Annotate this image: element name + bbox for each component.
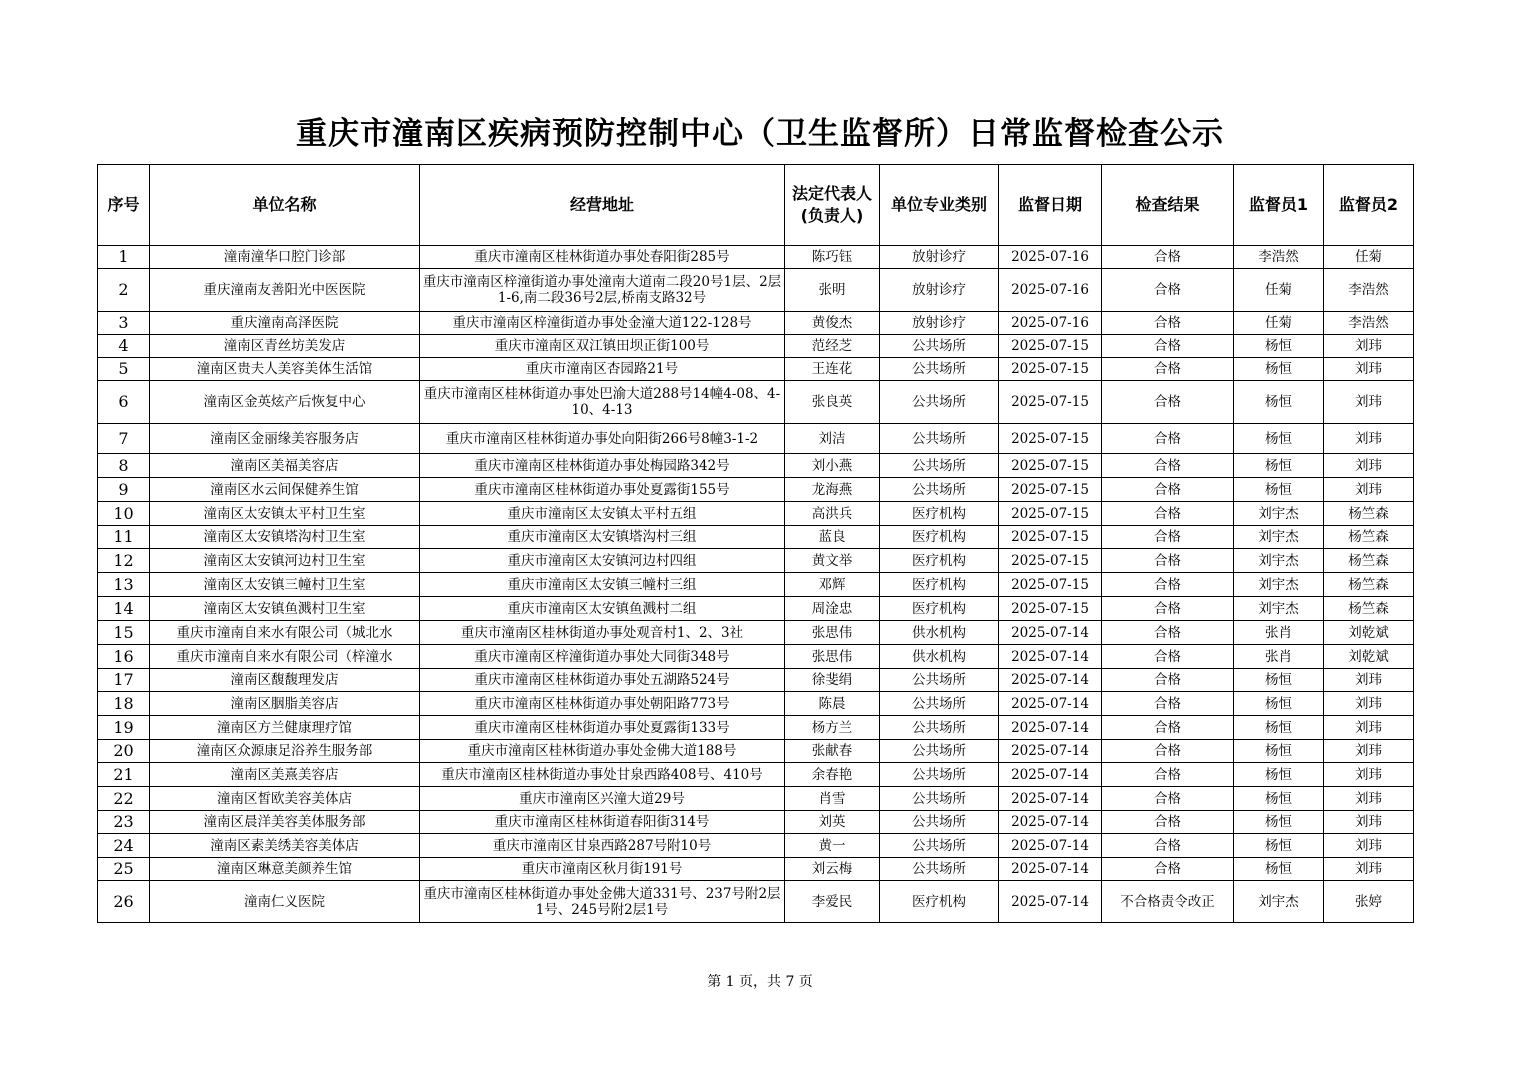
cell-result: 合格: [1102, 763, 1234, 787]
cell-index: 19: [98, 716, 150, 740]
cell-inspector-1: 张肖: [1234, 621, 1324, 645]
header-index: 序号: [98, 165, 150, 246]
cell-address: 重庆市潼南区梓潼街道办事处金潼大道122-128号: [420, 312, 785, 335]
cell-date: 2025-07-16: [999, 246, 1102, 269]
cell-category: 公共场所: [880, 740, 999, 763]
cell-inspector-2: 杨竺森: [1324, 526, 1414, 549]
cell-legal-rep: 张思伟: [785, 621, 880, 645]
table-row: [98, 526, 1414, 549]
cell-unit-name: 潼南区金丽缘美容服务店: [150, 424, 420, 454]
table-row: [98, 269, 1414, 312]
cell-date: 2025-07-15: [999, 478, 1102, 502]
cell-category: 放射诊疗: [880, 269, 999, 312]
cell-legal-rep: 周淦忠: [785, 597, 880, 621]
cell-address: 重庆市潼南区梓潼街道办事处大同街348号: [420, 645, 785, 669]
cell-index: 21: [98, 763, 150, 787]
cell-date: 2025-07-15: [999, 526, 1102, 549]
cell-category: 公共场所: [880, 381, 999, 424]
cell-legal-rep: 黄一: [785, 834, 880, 858]
cell-inspector-2: 刘乾斌: [1324, 621, 1414, 645]
cell-address: 重庆市潼南区梓潼街道办事处潼南大道南二段20号1层、2层1-6,南二段36号2层,桥南支路32号: [420, 269, 785, 312]
cell-legal-rep: 刘英: [785, 811, 880, 834]
cell-inspector-2: 刘乾斌: [1324, 645, 1414, 669]
cell-legal-rep: 李爱民: [785, 881, 880, 923]
cell-category: 医疗机构: [880, 526, 999, 549]
table-row: [98, 621, 1414, 645]
cell-date: 2025-07-14: [999, 787, 1102, 811]
cell-address: 重庆市潼南区太安镇太平村五组: [420, 502, 785, 526]
cell-address: 重庆市潼南区桂林街道办事处甘泉西路408号、410号: [420, 763, 785, 787]
cell-result: 合格: [1102, 358, 1234, 381]
cell-inspector-1: 任菊: [1234, 312, 1324, 335]
table-row: [98, 549, 1414, 573]
cell-legal-rep: 余春艳: [785, 763, 880, 787]
cell-unit-name: 潼南区琳意美颜养生馆: [150, 858, 420, 881]
cell-inspector-1: 杨恒: [1234, 834, 1324, 858]
table-header-row: [98, 165, 1414, 246]
cell-legal-rep: 王连花: [785, 358, 880, 381]
cell-inspector-2: 刘玮: [1324, 424, 1414, 454]
cell-result: 合格: [1102, 573, 1234, 597]
cell-inspector-2: 刘玮: [1324, 787, 1414, 811]
cell-index: 3: [98, 312, 150, 335]
cell-result: 合格: [1102, 246, 1234, 269]
cell-legal-rep: 张良英: [785, 381, 880, 424]
cell-index: 17: [98, 669, 150, 692]
cell-inspector-1: 杨恒: [1234, 740, 1324, 763]
cell-address: 重庆市潼南区桂林街道办事处巴渝大道288号14幢4-08、4-10、4-13: [420, 381, 785, 424]
cell-inspector-2: 刘玮: [1324, 669, 1414, 692]
cell-unit-name: 潼南区素美绣美容美体店: [150, 834, 420, 858]
cell-inspector-2: 刘玮: [1324, 763, 1414, 787]
cell-category: 公共场所: [880, 454, 999, 478]
cell-index: 26: [98, 881, 150, 923]
cell-inspector-1: 杨恒: [1234, 692, 1324, 716]
cell-inspector-1: 刘宇杰: [1234, 573, 1324, 597]
cell-category: 医疗机构: [880, 881, 999, 923]
table-row: [98, 645, 1414, 669]
cell-inspector-1: 杨恒: [1234, 358, 1324, 381]
cell-legal-rep: 刘小燕: [785, 454, 880, 478]
cell-unit-name: 潼南区贵夫人美容美体生活馆: [150, 358, 420, 381]
cell-date: 2025-07-14: [999, 740, 1102, 763]
cell-address: 重庆市潼南区兴潼大道29号: [420, 787, 785, 811]
cell-inspector-2: 刘玮: [1324, 335, 1414, 358]
cell-inspector-1: 刘宇杰: [1234, 502, 1324, 526]
cell-address: 重庆市潼南区秋月街191号: [420, 858, 785, 881]
cell-inspector-2: 李浩然: [1324, 312, 1414, 335]
cell-unit-name: 潼南区方兰健康理疗馆: [150, 716, 420, 740]
cell-inspector-1: 杨恒: [1234, 478, 1324, 502]
table-row: [98, 454, 1414, 478]
cell-date: 2025-07-15: [999, 597, 1102, 621]
cell-result: 合格: [1102, 478, 1234, 502]
cell-index: 15: [98, 621, 150, 645]
header-address: 经营地址: [420, 165, 785, 246]
cell-index: 25: [98, 858, 150, 881]
cell-inspector-2: 杨竺森: [1324, 573, 1414, 597]
cell-legal-rep: 张明: [785, 269, 880, 312]
cell-inspector-1: 杨恒: [1234, 787, 1324, 811]
table-body: [98, 246, 1414, 923]
cell-legal-rep: 黄文举: [785, 549, 880, 573]
cell-category: 公共场所: [880, 763, 999, 787]
cell-index: 13: [98, 573, 150, 597]
cell-index: 1: [98, 246, 150, 269]
cell-result: 合格: [1102, 811, 1234, 834]
cell-address: 重庆市潼南区桂林街道办事处梅园路342号: [420, 454, 785, 478]
cell-date: 2025-07-14: [999, 811, 1102, 834]
table-row: [98, 597, 1414, 621]
cell-inspector-1: 杨恒: [1234, 424, 1324, 454]
cell-index: 9: [98, 478, 150, 502]
cell-result: 合格: [1102, 716, 1234, 740]
cell-inspector-1: 刘宇杰: [1234, 881, 1324, 923]
cell-date: 2025-07-14: [999, 716, 1102, 740]
cell-inspector-1: 任菊: [1234, 269, 1324, 312]
cell-address: 重庆市潼南区桂林街道办事处金佛大道331号、237号附2层1号、245号附2层1号: [420, 881, 785, 923]
cell-category: 供水机构: [880, 621, 999, 645]
cell-result: 合格: [1102, 424, 1234, 454]
table-row: [98, 834, 1414, 858]
header-unit-name: 单位名称: [150, 165, 420, 246]
cell-index: 8: [98, 454, 150, 478]
header-legal-rep: 法定代表人(负责人): [785, 165, 880, 246]
cell-result: 合格: [1102, 597, 1234, 621]
header-inspector-2: 监督员2: [1324, 165, 1414, 246]
cell-address: 重庆市潼南区桂林街道办事处夏露街133号: [420, 716, 785, 740]
cell-inspector-1: 杨恒: [1234, 669, 1324, 692]
cell-date: 2025-07-14: [999, 669, 1102, 692]
cell-inspector-1: 杨恒: [1234, 454, 1324, 478]
cell-inspector-2: 刘玮: [1324, 454, 1414, 478]
cell-category: 医疗机构: [880, 502, 999, 526]
cell-category: 公共场所: [880, 478, 999, 502]
table-row: [98, 716, 1414, 740]
cell-index: 14: [98, 597, 150, 621]
cell-inspector-2: 杨竺森: [1324, 549, 1414, 573]
cell-category: 公共场所: [880, 858, 999, 881]
cell-inspector-1: 李浩然: [1234, 246, 1324, 269]
cell-inspector-2: 刘玮: [1324, 811, 1414, 834]
cell-inspector-2: 刘玮: [1324, 858, 1414, 881]
cell-category: 公共场所: [880, 335, 999, 358]
header-date: 监督日期: [999, 165, 1102, 246]
cell-index: 22: [98, 787, 150, 811]
cell-inspector-2: 刘玮: [1324, 358, 1414, 381]
cell-legal-rep: 刘洁: [785, 424, 880, 454]
cell-date: 2025-07-14: [999, 834, 1102, 858]
cell-category: 公共场所: [880, 716, 999, 740]
cell-inspector-1: 刘宇杰: [1234, 597, 1324, 621]
cell-result: 不合格责令改正: [1102, 881, 1234, 923]
cell-legal-rep: 蓝良: [785, 526, 880, 549]
cell-result: 合格: [1102, 834, 1234, 858]
cell-result: 合格: [1102, 269, 1234, 312]
cell-unit-name: 潼南仁义医院: [150, 881, 420, 923]
cell-inspector-2: 刘玮: [1324, 381, 1414, 424]
cell-unit-name: 潼南区美福美容店: [150, 454, 420, 478]
cell-category: 医疗机构: [880, 597, 999, 621]
table-row: [98, 478, 1414, 502]
cell-date: 2025-07-15: [999, 424, 1102, 454]
cell-legal-rep: 张献春: [785, 740, 880, 763]
page-footer: 第 1 页，共 7 页: [707, 974, 813, 990]
header-category: 单位专业类别: [880, 165, 999, 246]
table-row: [98, 740, 1414, 763]
cell-inspector-1: 刘宇杰: [1234, 549, 1324, 573]
cell-inspector-1: 杨恒: [1234, 763, 1324, 787]
cell-inspector-2: 张婷: [1324, 881, 1414, 923]
cell-result: 合格: [1102, 381, 1234, 424]
cell-inspector-2: 杨竺森: [1324, 502, 1414, 526]
cell-result: 合格: [1102, 335, 1234, 358]
cell-date: 2025-07-15: [999, 549, 1102, 573]
cell-category: 公共场所: [880, 692, 999, 716]
cell-inspector-2: 刘玮: [1324, 834, 1414, 858]
cell-date: 2025-07-14: [999, 763, 1102, 787]
cell-inspector-1: 杨恒: [1234, 335, 1324, 358]
table-row: [98, 335, 1414, 358]
cell-index: 24: [98, 834, 150, 858]
cell-category: 医疗机构: [880, 573, 999, 597]
cell-date: 2025-07-15: [999, 454, 1102, 478]
cell-legal-rep: 邓辉: [785, 573, 880, 597]
cell-result: 合格: [1102, 740, 1234, 763]
table-row: [98, 424, 1414, 454]
cell-unit-name: 潼南区馥馥理发店: [150, 669, 420, 692]
cell-result: 合格: [1102, 454, 1234, 478]
cell-date: 2025-07-14: [999, 621, 1102, 645]
cell-unit-name: 潼南区众源康足浴养生服务部: [150, 740, 420, 763]
cell-unit-name: 潼南区水云间保健养生馆: [150, 478, 420, 502]
cell-index: 4: [98, 335, 150, 358]
cell-unit-name: 潼南区美熹美容店: [150, 763, 420, 787]
table-row: [98, 858, 1414, 881]
cell-unit-name: 重庆市潼南自来水有限公司（城北水: [150, 621, 420, 645]
cell-result: 合格: [1102, 502, 1234, 526]
cell-date: 2025-07-14: [999, 881, 1102, 923]
cell-date: 2025-07-15: [999, 502, 1102, 526]
table-row: [98, 312, 1414, 335]
cell-address: 重庆市潼南区双江镇田坝正街100号: [420, 335, 785, 358]
cell-address: 重庆市潼南区甘泉西路287号附10号: [420, 834, 785, 858]
cell-index: 7: [98, 424, 150, 454]
header-result: 检查结果: [1102, 165, 1234, 246]
cell-category: 放射诊疗: [880, 312, 999, 335]
cell-unit-name: 重庆潼南高泽医院: [150, 312, 420, 335]
page-title: 重庆市潼南区疾病预防控制中心（卫生监督所）日常监督检查公示: [296, 116, 1224, 152]
cell-date: 2025-07-14: [999, 858, 1102, 881]
cell-inspector-2: 李浩然: [1324, 269, 1414, 312]
table-row: [98, 573, 1414, 597]
cell-inspector-1: 刘宇杰: [1234, 526, 1324, 549]
cell-date: 2025-07-16: [999, 269, 1102, 312]
cell-category: 公共场所: [880, 424, 999, 454]
cell-unit-name: 潼南区太安镇三幢村卫生室: [150, 573, 420, 597]
cell-address: 重庆市潼南区桂林街道春阳街314号: [420, 811, 785, 834]
cell-index: 12: [98, 549, 150, 573]
cell-address: 重庆市潼南区太安镇三幢村三组: [420, 573, 785, 597]
cell-category: 医疗机构: [880, 549, 999, 573]
cell-index: 10: [98, 502, 150, 526]
cell-date: 2025-07-15: [999, 381, 1102, 424]
cell-inspector-2: 刘玮: [1324, 740, 1414, 763]
cell-legal-rep: 张思伟: [785, 645, 880, 669]
table-row: [98, 763, 1414, 787]
cell-inspector-2: 刘玮: [1324, 692, 1414, 716]
cell-legal-rep: 刘云梅: [785, 858, 880, 881]
cell-index: 6: [98, 381, 150, 424]
cell-inspector-1: 杨恒: [1234, 811, 1324, 834]
cell-inspector-1: 杨恒: [1234, 381, 1324, 424]
table-row: [98, 669, 1414, 692]
table-row: [98, 811, 1414, 834]
cell-address: 重庆市潼南区桂林街道办事处金佛大道188号: [420, 740, 785, 763]
cell-index: 23: [98, 811, 150, 834]
cell-category: 放射诊疗: [880, 246, 999, 269]
table-row: [98, 381, 1414, 424]
table-row: [98, 787, 1414, 811]
cell-unit-name: 潼南区胭脂美容店: [150, 692, 420, 716]
cell-address: 重庆市潼南区杏园路21号: [420, 358, 785, 381]
cell-legal-rep: 肖雪: [785, 787, 880, 811]
cell-result: 合格: [1102, 692, 1234, 716]
header-inspector-1: 监督员1: [1234, 165, 1324, 246]
cell-date: 2025-07-14: [999, 692, 1102, 716]
cell-date: 2025-07-15: [999, 573, 1102, 597]
cell-legal-rep: 黄俊杰: [785, 312, 880, 335]
cell-address: 重庆市潼南区桂林街道办事处五湖路524号: [420, 669, 785, 692]
cell-unit-name: 潼南区金英炫产后恢复中心: [150, 381, 420, 424]
cell-address: 重庆市潼南区桂林街道办事处夏露街155号: [420, 478, 785, 502]
cell-unit-name: 潼南区晨洋美容美体服务部: [150, 811, 420, 834]
table-row: [98, 692, 1414, 716]
cell-index: 20: [98, 740, 150, 763]
cell-unit-name: 潼南区太安镇河边村卫生室: [150, 549, 420, 573]
cell-legal-rep: 范经芝: [785, 335, 880, 358]
cell-unit-name: 潼南区青丝坊美发店: [150, 335, 420, 358]
cell-result: 合格: [1102, 549, 1234, 573]
cell-unit-name: 潼南区太安镇鱼溅村卫生室: [150, 597, 420, 621]
cell-date: 2025-07-14: [999, 645, 1102, 669]
cell-result: 合格: [1102, 312, 1234, 335]
cell-index: 5: [98, 358, 150, 381]
cell-category: 公共场所: [880, 787, 999, 811]
cell-legal-rep: 龙海燕: [785, 478, 880, 502]
cell-inspector-1: 张肖: [1234, 645, 1324, 669]
cell-inspector-1: 杨恒: [1234, 716, 1324, 740]
cell-result: 合格: [1102, 669, 1234, 692]
cell-legal-rep: 杨方兰: [785, 716, 880, 740]
cell-category: 公共场所: [880, 834, 999, 858]
cell-date: 2025-07-15: [999, 335, 1102, 358]
cell-category: 公共场所: [880, 669, 999, 692]
cell-address: 重庆市潼南区桂林街道办事处向阳街266号8幢3-1-2: [420, 424, 785, 454]
cell-inspector-1: 杨恒: [1234, 858, 1324, 881]
cell-inspector-2: 任菊: [1324, 246, 1414, 269]
cell-address: 重庆市潼南区桂林街道办事处春阳街285号: [420, 246, 785, 269]
cell-index: 11: [98, 526, 150, 549]
cell-inspector-2: 杨竺森: [1324, 597, 1414, 621]
table-row: [98, 502, 1414, 526]
inspection-table: [97, 164, 1414, 923]
cell-address: 重庆市潼南区太安镇河边村四组: [420, 549, 785, 573]
cell-address: 重庆市潼南区太安镇鱼溅村二组: [420, 597, 785, 621]
cell-result: 合格: [1102, 621, 1234, 645]
cell-inspector-2: 刘玮: [1324, 478, 1414, 502]
cell-index: 2: [98, 269, 150, 312]
cell-unit-name: 潼南潼华口腔门诊部: [150, 246, 420, 269]
cell-category: 供水机构: [880, 645, 999, 669]
cell-category: 公共场所: [880, 358, 999, 381]
cell-result: 合格: [1102, 645, 1234, 669]
cell-unit-name: 潼南区太安镇太平村卫生室: [150, 502, 420, 526]
table-row: [98, 358, 1414, 381]
cell-address: 重庆市潼南区太安镇塔沟村三组: [420, 526, 785, 549]
cell-address: 重庆市潼南区桂林街道办事处朝阳路773号: [420, 692, 785, 716]
table-row: [98, 246, 1414, 269]
cell-legal-rep: 陈晨: [785, 692, 880, 716]
cell-result: 合格: [1102, 526, 1234, 549]
cell-date: 2025-07-15: [999, 358, 1102, 381]
cell-category: 公共场所: [880, 811, 999, 834]
cell-index: 18: [98, 692, 150, 716]
cell-unit-name: 重庆市潼南自来水有限公司（梓潼水: [150, 645, 420, 669]
cell-legal-rep: 陈巧钰: [785, 246, 880, 269]
cell-inspector-2: 刘玮: [1324, 716, 1414, 740]
cell-unit-name: 潼南区太安镇塔沟村卫生室: [150, 526, 420, 549]
table-row: [98, 881, 1414, 923]
cell-legal-rep: 高洪兵: [785, 502, 880, 526]
cell-legal-rep: 徐斐绢: [785, 669, 880, 692]
cell-result: 合格: [1102, 787, 1234, 811]
cell-unit-name: 潼南区皙欧美容美体店: [150, 787, 420, 811]
cell-date: 2025-07-16: [999, 312, 1102, 335]
cell-index: 16: [98, 645, 150, 669]
cell-result: 合格: [1102, 858, 1234, 881]
cell-address: 重庆市潼南区桂林街道办事处观音村1、2、3社: [420, 621, 785, 645]
cell-unit-name: 重庆潼南友善阳光中医医院: [150, 269, 420, 312]
